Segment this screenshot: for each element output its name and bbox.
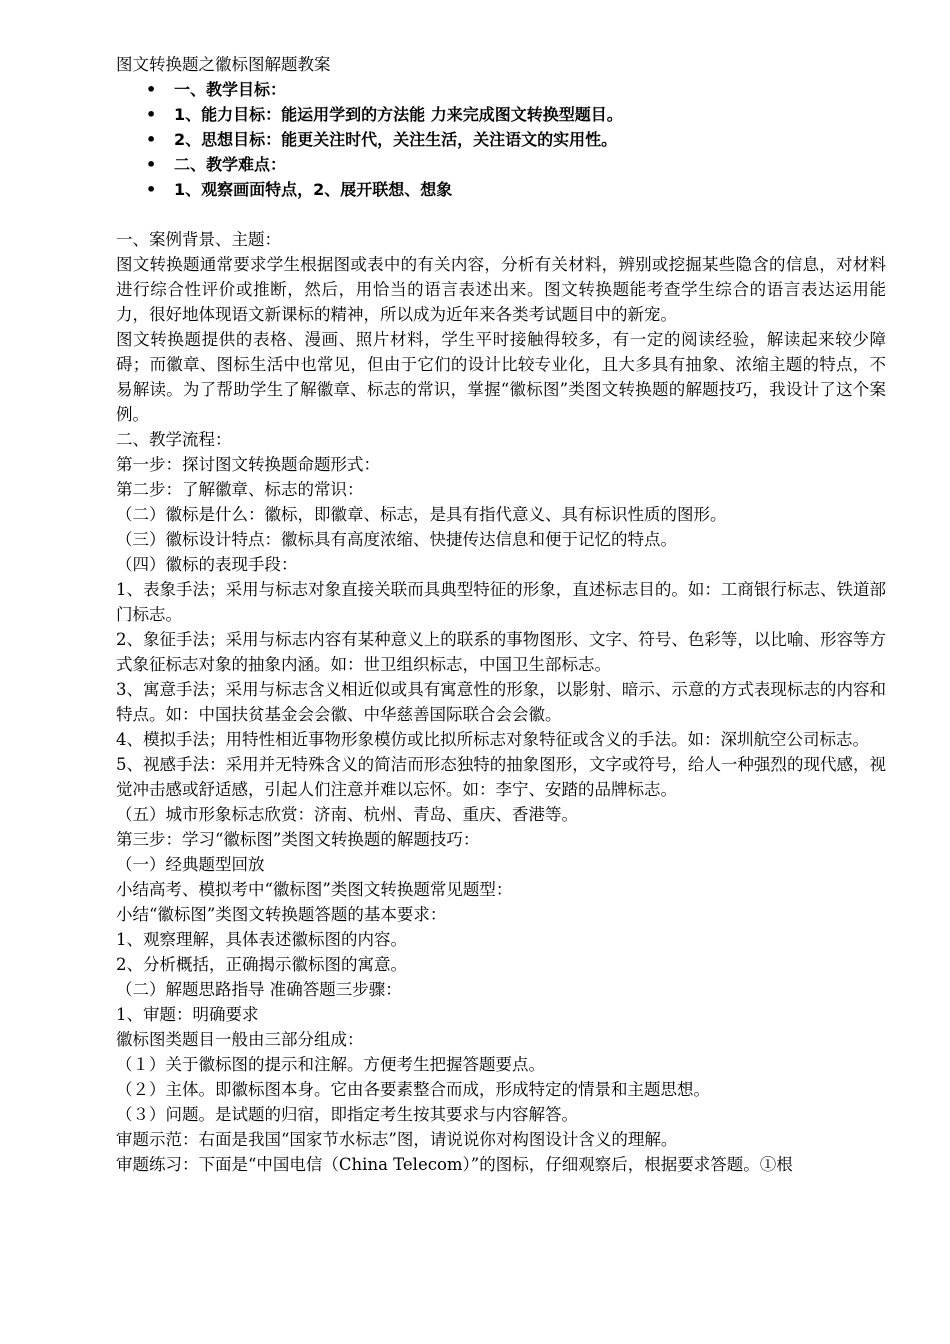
body-paragraph: （二）解题思路指导 准确答题三步骤：	[116, 980, 402, 999]
goal-item: • 2、思想目标：能更关注时代，关注生活，关注语文的实用性。	[116, 127, 886, 152]
body-paragraph: 审题练习：下面是“中国电信（China Telecom）”的图标，仔细观察后，根据要求答题。①根	[116, 1155, 793, 1174]
body-paragraph: （３）问题。是试题的归宿，即指定考生按其要求与内容解答。	[116, 1105, 578, 1124]
body-paragraph: 小结“徽标图”类图文转换题答题的基本要求：	[116, 905, 447, 924]
body-paragraph: 3、寓意手法；采用与标志含义相近似或具有寓意性的形象，以影射、暗示、示意的方式表现标志的内容和特点。如：中国扶贫基金会会徽、中华慈善国际联合会会徽。	[116, 680, 886, 724]
body-paragraph: 小结高考、模拟考中“徽标图”类图文转换题常见题型：	[116, 880, 513, 899]
section-heading: 一、案例背景、主题：	[116, 230, 281, 249]
body-paragraph: 1、审题：明确要求	[116, 1005, 259, 1024]
body-paragraph: 2、分析概括，正确揭示徽标图的寓意。	[116, 955, 407, 974]
step-heading: 第一步：探讨图文转换题命题形式：	[116, 455, 380, 474]
step-heading: 第二步：了解徽章、标志的常识：	[116, 480, 364, 499]
goal-item: • 1、观察画面特点，2、展开联想、想象	[116, 177, 886, 202]
goal-item: • 一、教学目标：	[116, 77, 886, 102]
step-heading: 第三步：学习“徽标图”类图文转换题的解题技巧：	[116, 830, 480, 849]
body-paragraph: 5、视感手法：采用并无特殊含义的简洁而形态独特的抽象图形，文字或符号，给人一种强烈的现代感，视觉冲击感或舒适感，引起人们注意并难以忘怀。如：李宁、安踏的品牌标志。	[116, 755, 886, 799]
body-paragraph: （四）徽标的表现手段：	[116, 555, 298, 574]
body-paragraph: （三）徽标设计特点：徽标具有高度浓缩、快捷传达信息和便于记忆的特点。	[116, 530, 677, 549]
teaching-goals-list	[116, 77, 886, 202]
body-paragraph: 图文转换题提供的表格、漫画、照片材料，学生平时接触得较多，有一定的阅读经验，解读起来较少障碍；而徽章、图标生活中也常见，但由于它们的设计比较专业化，且大多具有抽象、浓缩主题的特点，不易解读。为了帮助学生了解徽章、标志的常识，掌握“徽标图”类图文转换题的解题技巧，我设计了这个案例。	[116, 330, 886, 424]
body-paragraph: （２）主体。即徽标图本身。它由各要素整合而成，形成特定的情景和主题思想。	[116, 1080, 710, 1099]
body-paragraph: 1、表象手法；采用与标志对象直接关联而具典型特征的形象，直述标志目的。如：工商银行标志、铁道部门标志。	[116, 580, 886, 624]
body-paragraph: 徽标图类题目一般由三部分组成：	[116, 1030, 364, 1049]
body-paragraph: （二）徽标是什么：徽标，即徽章、标志，是具有指代意义、具有标识性质的图形。	[116, 505, 727, 524]
body-paragraph: （１）关于徽标图的提示和注解。方便考生把握答题要点。	[116, 1055, 545, 1074]
body-paragraph: 2、象征手法；采用与标志内容有某种意义上的联系的事物图形、文字、符号、色彩等，以比喻、形容等方式象征标志对象的抽象内涵。如：世卫组织标志，中国卫生部标志。	[116, 630, 886, 674]
goal-item: • 二、教学难点：	[116, 152, 886, 177]
document-title: 图文转换题之徽标图解题教案	[116, 55, 331, 74]
blank-line	[116, 202, 886, 227]
body-paragraph: 4、模拟手法；用特性相近事物形象模仿或比拟所标志对象特征或含义的手法。如：深圳航空公司标志。	[116, 730, 869, 749]
section-heading: 二、教学流程：	[116, 430, 232, 449]
body-paragraph: 审题示范：右面是我国“国家节水标志”图，请说说你对构图设计含义的理解。	[116, 1130, 678, 1149]
body-paragraph: 图文转换题通常要求学生根据图或表中的有关内容，分析有关材料，辨别或挖掘某些隐含的信息，对材料进行综合性评价或推断，然后，用恰当的语言表述出来。图文转换题能考查学生综合的语言表达运用能力，很好地体现语文新课标的精神，所以成为近年来各类考试题目中的新宠。	[116, 255, 886, 324]
goal-item: • 1、能力目标：能运用学到的方法能 力来完成图文转换型题目。	[116, 102, 886, 127]
body-paragraph: 1、观察理解，具体表述徽标图的内容。	[116, 930, 407, 949]
body-paragraph: （五）城市形象标志欣赏：济南、杭州、青岛、重庆、香港等。	[116, 805, 578, 824]
body-paragraph: （一）经典题型回放	[116, 855, 265, 874]
document-page	[116, 52, 886, 1177]
